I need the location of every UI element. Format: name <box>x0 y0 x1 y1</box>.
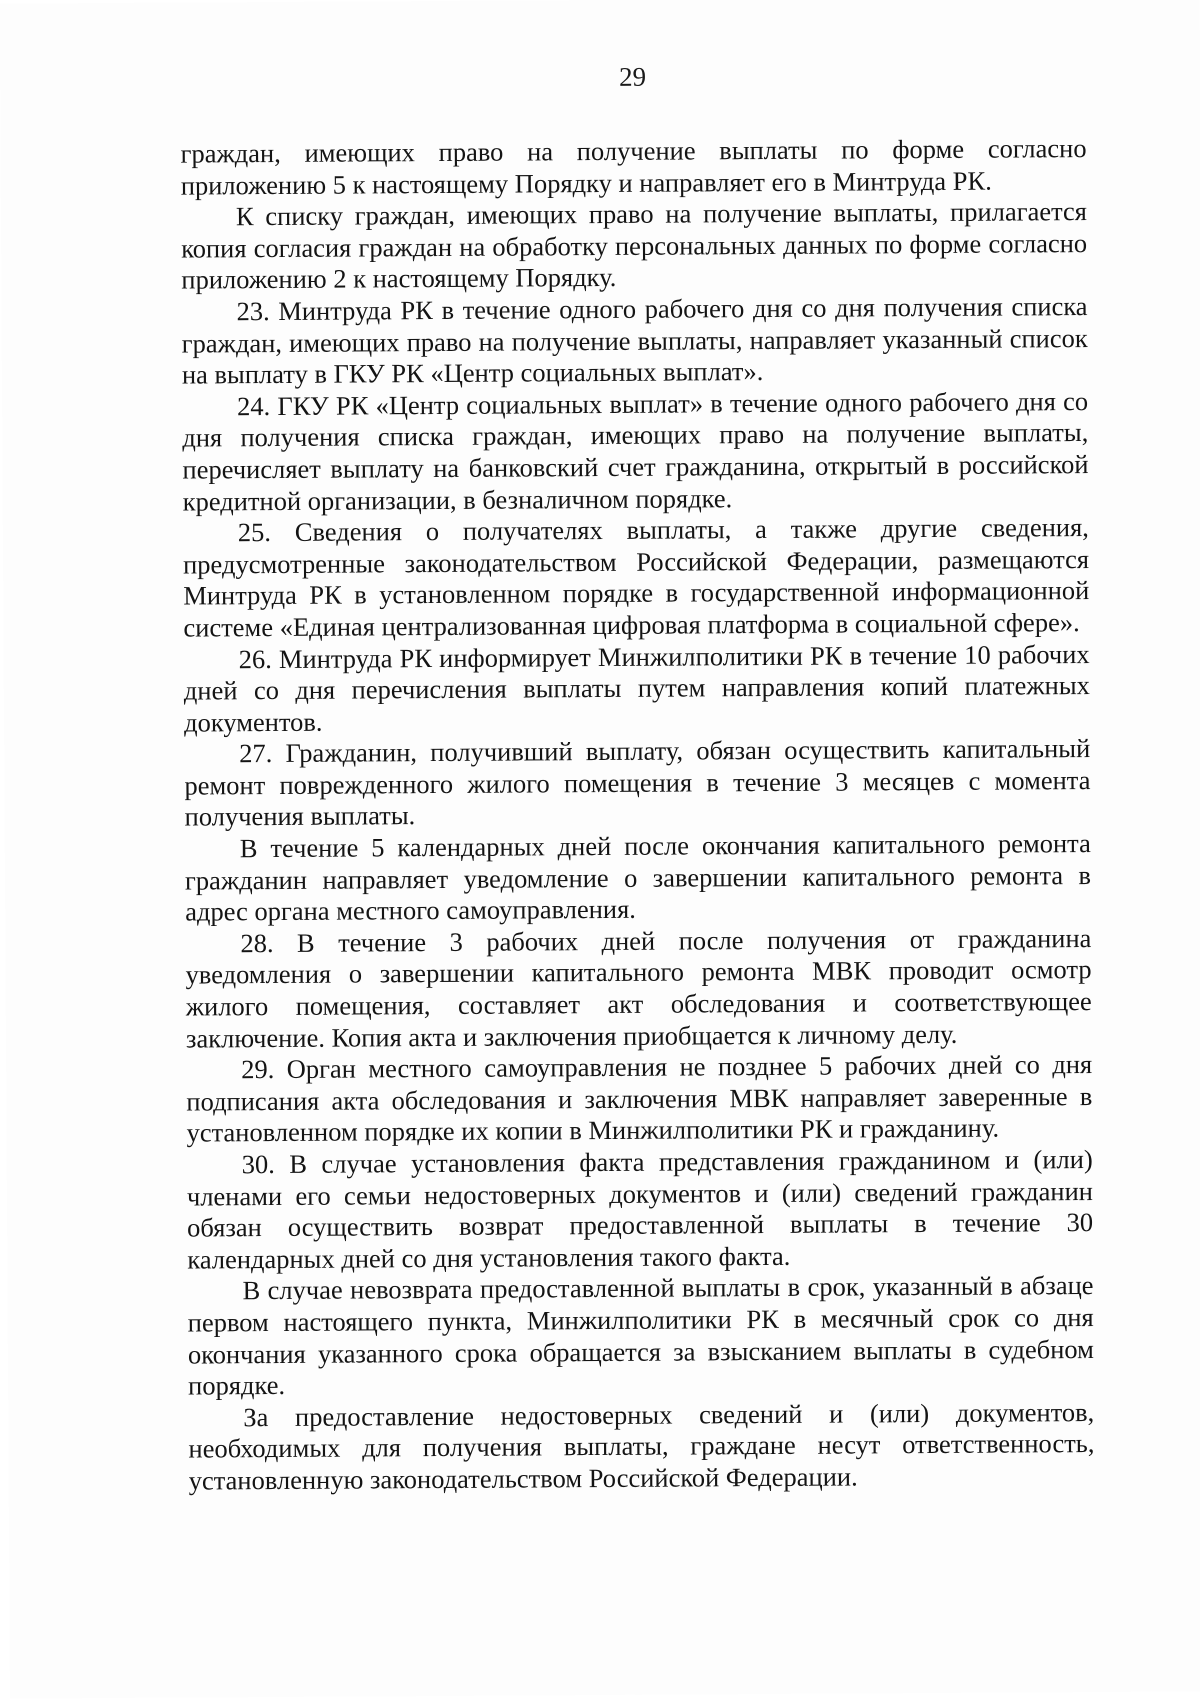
paragraph-continuation: граждан, имеющих право на получение выплаты по форме согласно приложению 5 к настоящему Порядку и направляет его в Минтруда РК. <box>180 133 1087 201</box>
paragraph-consent-copy: К списку граждан, имеющих право на получение выплаты, прилагается копия согласия граждан на обработку персональных данных по форме согласно приложению 2 к настоящему Порядку. <box>181 196 1088 295</box>
paragraph-item-26: 26. Минтруда РК информирует Минжилполитики РК в течение 10 рабочих дней со дня перечисления выплаты путем направления копий платежных документов. <box>183 638 1090 738</box>
document-body <box>180 133 1094 1497</box>
paragraph-item-25: 25. Сведения о получателях выплаты, а также другие сведения, предусмотренные законодательством Российской Федерации, размещаются Минтруда РК в установленном порядке в государственной информационной системе «Единая централизованная цифровая платформа в социальной сфере». <box>182 512 1090 643</box>
paragraph-item-27: 27. Гражданин, получивший выплату, обязан осуществить капитальный ремонт поврежденного жилого помещения в течение 3 месяцев с момента получения выплаты. <box>184 733 1091 833</box>
paragraph-item-30: 30. В случае установления факта представления гражданином и (или) членами его семьи недостоверных документов и (или) сведений гражданин обязан осуществить возврат предоставленной выплаты в течение 30 календарных дней со дня установления такого факта. <box>186 1144 1094 1275</box>
paragraph-item-29: 29. Орган местного самоуправления не позднее 5 рабочих дней со дня подписания акта обследования и заключения МВК направляет заверенные в установленном порядке их копии в Минжилполитики РК и гражданину. <box>186 1049 1093 1148</box>
paragraph-item-28: 28. В течение 3 рабочих дней после получения от гражданина уведомления о завершении капитального ремонта МВК проводит осмотр жилого помещения, составляет акт обследования и соответствующее заключение. Копия акта и заключения приобщается к личному делу. <box>185 922 1092 1054</box>
paragraph-item-24: 24. ГКУ РК «Центр социальных выплат» в течение одного рабочего дня со дня получения списка граждан, имеющих право на получение выплаты, перечисляет выплату на банковский счет гражданина, открытый в российской кредитной организации, в безналичном порядке. <box>182 385 1089 517</box>
paragraph-item-23: 23. Минтруда РК в течение одного рабочего дня со дня получения списка граждан, имеющих право на получение выплаты, направляет указанный список на выплату в ГКУ РК «Центр социальных выплат». <box>181 290 1088 390</box>
page-number: 29 <box>619 61 647 92</box>
paragraph-repair-notice: В течение 5 календарных дней после окончания капитального ремонта гражданин направляет уведомление о завершении капитального ремонта в адрес органа местного самоуправления. <box>184 828 1092 927</box>
paragraph-liability: За предоставление недостоверных сведений и (или) документов, необходимых для получения выплаты, граждане несут ответственность, установленную законодательством Российской Федерации. <box>188 1396 1095 1496</box>
paragraph-non-return: В случае невозврата предоставленной выплаты в срок, указанный в абзаце первом настоящего пункта, Минжилполитики РК в месячный срок со дня окончания указанного срока обращается за взысканием выплаты в судебном порядке. <box>187 1270 1094 1401</box>
